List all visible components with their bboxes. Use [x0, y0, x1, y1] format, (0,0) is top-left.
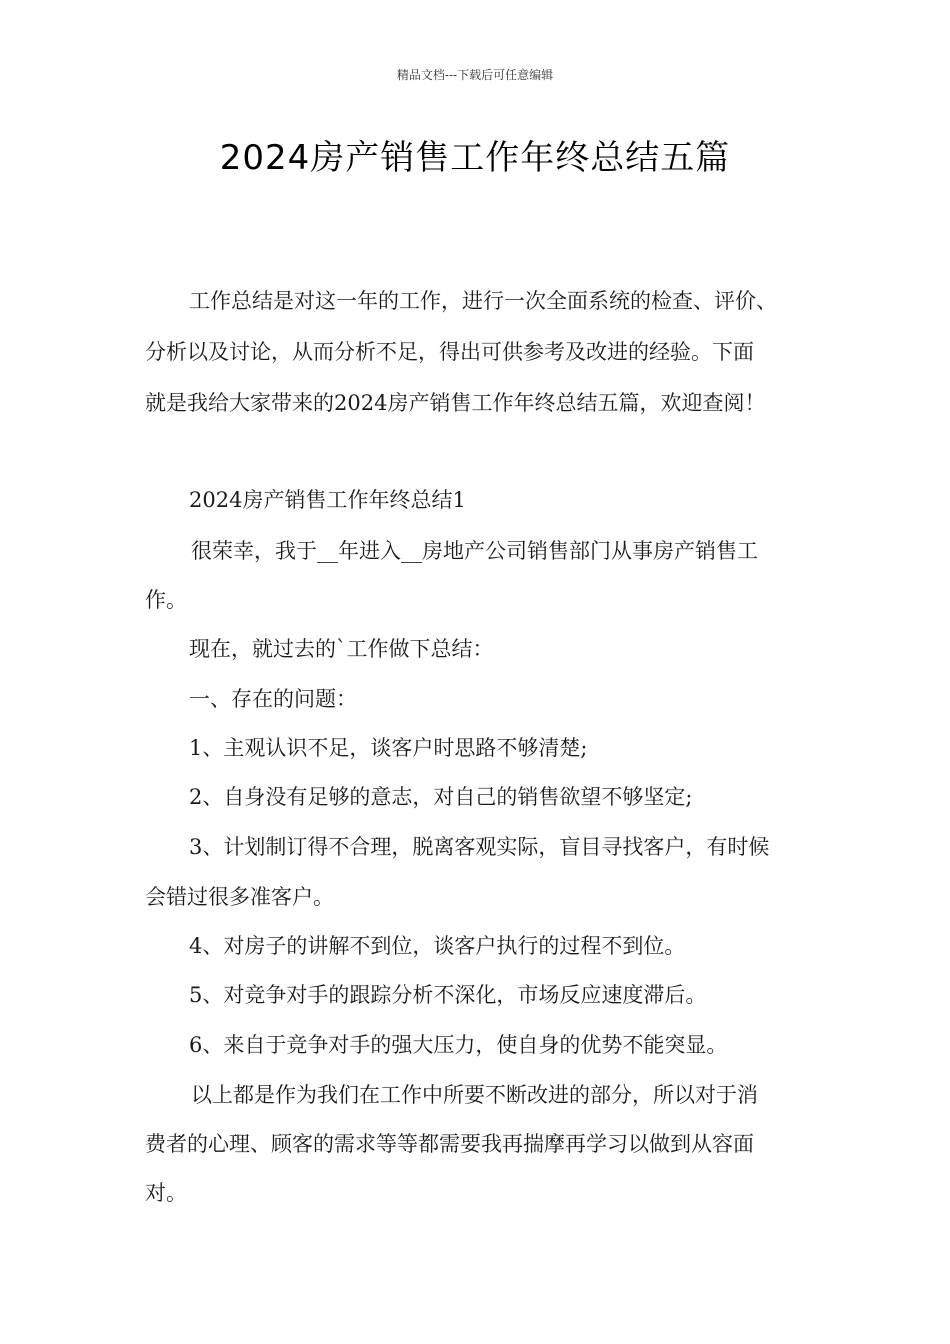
intro-line-1: 工作总结是对这一年的工作，进行一次全面系统的检查、评价、: [189, 289, 777, 313]
list-item: 6、来自于竞争对手的强大压力，使自身的优势不能突显。: [189, 1033, 728, 1057]
section-paragraph: 现在，就过去的`工作做下总结：: [189, 637, 494, 661]
list-item-continuation: 会错过很多准客户。: [145, 885, 334, 909]
list-item: 2、自身没有足够的意志，对自己的销售欲望不够坚定;: [189, 785, 693, 809]
intro-line-2: 分析以及讨论，从而分析不足，得出可供参考及改进的经验。下面: [145, 340, 754, 364]
section-heading: 2024房产销售工作年终总结1: [189, 488, 466, 512]
list-item: 4、对房子的讲解不到位，谈客户执行的过程不到位。: [189, 934, 686, 958]
list-item: 5、对竞争对手的跟踪分析不深化，市场反应速度滞后。: [189, 983, 707, 1007]
section-paragraph-line: 很荣幸，我于__年进入__房地产公司销售部门从事房产销售工: [191, 539, 758, 563]
closing-line: 对。: [145, 1181, 187, 1205]
problems-heading: 一、存在的问题：: [189, 687, 357, 711]
list-item: 1、主观认识不足，谈客户时思路不够清楚;: [189, 736, 588, 760]
page-title: 2024房产销售工作年终总结五篇: [219, 138, 731, 178]
intro-line-3: 就是我给大家带来的2024房产销售工作年终总结五篇，欢迎查阅！: [145, 391, 766, 415]
list-item: 3、计划制订得不合理，脱离客观实际，盲目寻找客户，有时候: [189, 835, 770, 859]
section-paragraph-line: 作。: [145, 588, 187, 612]
closing-line: 费者的心理、顾客的需求等等都需要我再揣摩再学习以做到从容面: [145, 1132, 754, 1156]
closing-line: 以上都是作为我们在工作中所要不断改进的部分，所以对于消: [191, 1083, 758, 1107]
header-note: 精品文档---下载后可任意编辑: [396, 68, 554, 82]
